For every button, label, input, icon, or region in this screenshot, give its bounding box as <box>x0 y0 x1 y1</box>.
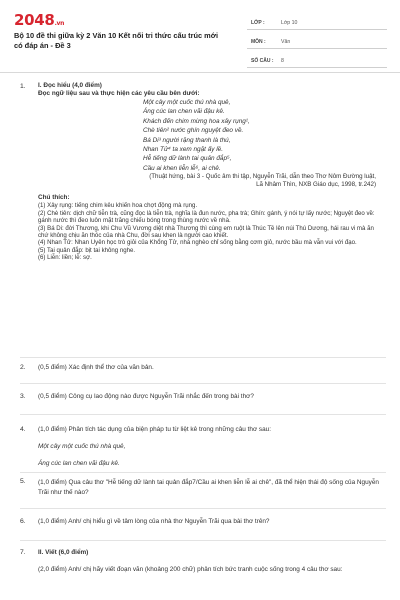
question-number: 5. <box>20 478 26 485</box>
question-body <box>38 82 386 262</box>
poem-line: Khách đến chim mừng hoa xảy rụng¹, <box>143 117 250 125</box>
poem-line: Áng cúc lan chen vãi đậu kê. <box>143 108 225 116</box>
meta-label: MÔN : <box>251 39 266 45</box>
note-item: (3) Bá Di: đời Thương, khi Chu Vũ Vương diệt nhà Thương thì cùng em ruột là Thúc Tề lên núi Thú Dương, hái rau vi mà ăn chứ không chịu ăn thóc của nhà Chu, đời sau khen là người cao khiết. <box>38 224 374 240</box>
logo-main: 2048 <box>14 11 55 29</box>
note-item: (5) Tai quản đắp: bịt tai không nghe. <box>38 246 136 254</box>
meta-value: 8 <box>281 58 284 64</box>
poem-line: Cầu ai khen liễn lễ⁶, ai chê. <box>143 164 221 172</box>
meta-row-subject <box>247 34 387 49</box>
meta-label: LỚP : <box>251 20 265 26</box>
question-divider <box>20 414 386 415</box>
exam-meta <box>247 15 387 72</box>
meta-value: Lớp 10 <box>281 20 298 26</box>
question-text: (1,0 điểm) Anh/ chị hiểu gì về tâm lòng của nhà thơ Nguyễn Trãi qua bài thơ trên? <box>38 518 270 525</box>
question-number: 1. <box>20 83 26 90</box>
question-number: 7. <box>20 549 26 556</box>
site-logo[interactable] <box>14 11 64 29</box>
question-text: (1,0 điểm) Qua câu thơ "Hễ tiếng dữ lành tai quản đắp7/Cầu ai khen liễn lễ ai chê", đã thể hiện thái độ sống của Nguyễn Trãi như thế nào? <box>38 479 379 496</box>
question-text: (0,5 điểm) Xác định thể thơ của văn bản. <box>38 364 154 371</box>
meta-row-count <box>247 53 387 68</box>
note-item: (4) Nhan Tử: Nhan Uyên học trò giỏi của Khổng Tử, nhà nghèo chỉ sống bằng cơm giỏ, nước bầu mà vẫn vui với đạo. <box>38 239 357 247</box>
question-text: (2,0 điểm) Anh/ chị hãy viết đoạn văn (khoảng 200 chữ) phân tích bức tranh cuộc sống trong 4 câu thơ sau: <box>38 566 343 573</box>
section-heading: II. Viết (6,0 điểm) <box>38 549 89 556</box>
question-divider <box>20 508 386 509</box>
page-header <box>0 0 400 72</box>
poem <box>143 98 386 173</box>
notes-title: Chú thích: <box>38 194 70 202</box>
poem-line: Hễ tiếng dữ lành tai quản đắp⁵, <box>143 155 232 163</box>
exam-title: Bộ 10 đề thi giữa kỳ 2 Văn 10 Kết nối tri thức cấu trúc mới có đáp án - Đề 3 <box>14 31 219 50</box>
note-item: (1) Xảy rụng: tiếng chim kêu khiến hoa chợt động mà rụng. <box>38 202 198 210</box>
question-text: (0,5 điểm) Công cụ lao động nào được Nguyễn Trãi nhắc đến trong bài thơ? <box>38 393 254 400</box>
quoted-line: Một cây một cuốc thú nhà quê, <box>38 443 126 450</box>
question-number: 3. <box>20 393 26 400</box>
question-number: 4. <box>20 426 26 433</box>
note-item: (6) Liễn: liền; lễ: sợ. <box>38 254 92 262</box>
question-number: 6. <box>20 518 26 525</box>
poem-line: Nhan Tử⁴ ta xem ngặt ấy lề. <box>143 146 223 154</box>
question-divider <box>20 472 386 473</box>
poem-line: Một cây một cuốc thú nhà quê, <box>143 99 231 106</box>
question-divider <box>20 383 386 384</box>
header-divider <box>0 72 400 73</box>
meta-value: Văn <box>281 39 291 45</box>
meta-label: SỐ CÂU : <box>251 58 274 64</box>
question-body <box>38 549 386 575</box>
section-heading: I. Đọc hiểu (4,0 điểm) <box>38 82 102 89</box>
question-divider <box>20 540 386 541</box>
logo-suffix: .vn <box>54 20 65 27</box>
poem-line: Bá Di³ người rặng thanh là thú, <box>143 136 231 144</box>
question-number: 2. <box>20 364 26 371</box>
poem-source: (Thuật hứng, bài 3 - Quốc âm thi tập, Nguyễn Trãi, dẫn theo Thơ Nôm Đường luật, <box>149 173 376 181</box>
question-text: (1,0 điểm) Phân tích tác dụng của biện pháp tu từ liệt kê trong những câu thơ sau: <box>38 426 272 433</box>
question-divider <box>20 357 386 358</box>
quoted-line: Áng cúc lan chen vãi đậu kê. <box>38 460 120 467</box>
note-item: (2) Chè tiên: dịch chữ tiễn trà, cũng đọc là tiễn trà, nghĩa là đun nước, pha trà; Ghín: gánh, ý nói tự lấy nước; Nguyệt đeo về: gánh nước thì đeo luôn mặt trăng chiếu bóng trong thùng nước về nhà. <box>38 209 375 225</box>
instruction-text: Đọc ngữ liệu sau và thực hiện các yêu cầu bên dưới: <box>38 90 200 97</box>
poem-line: Chè tiên² nước ghín nguyệt đeo về. <box>143 127 244 135</box>
poem-source-publisher: Lã Nhâm Thìn, NXB Giáo dục, 1998, tr.242) <box>256 180 376 188</box>
meta-row-class <box>247 15 387 30</box>
question-body <box>38 426 386 468</box>
